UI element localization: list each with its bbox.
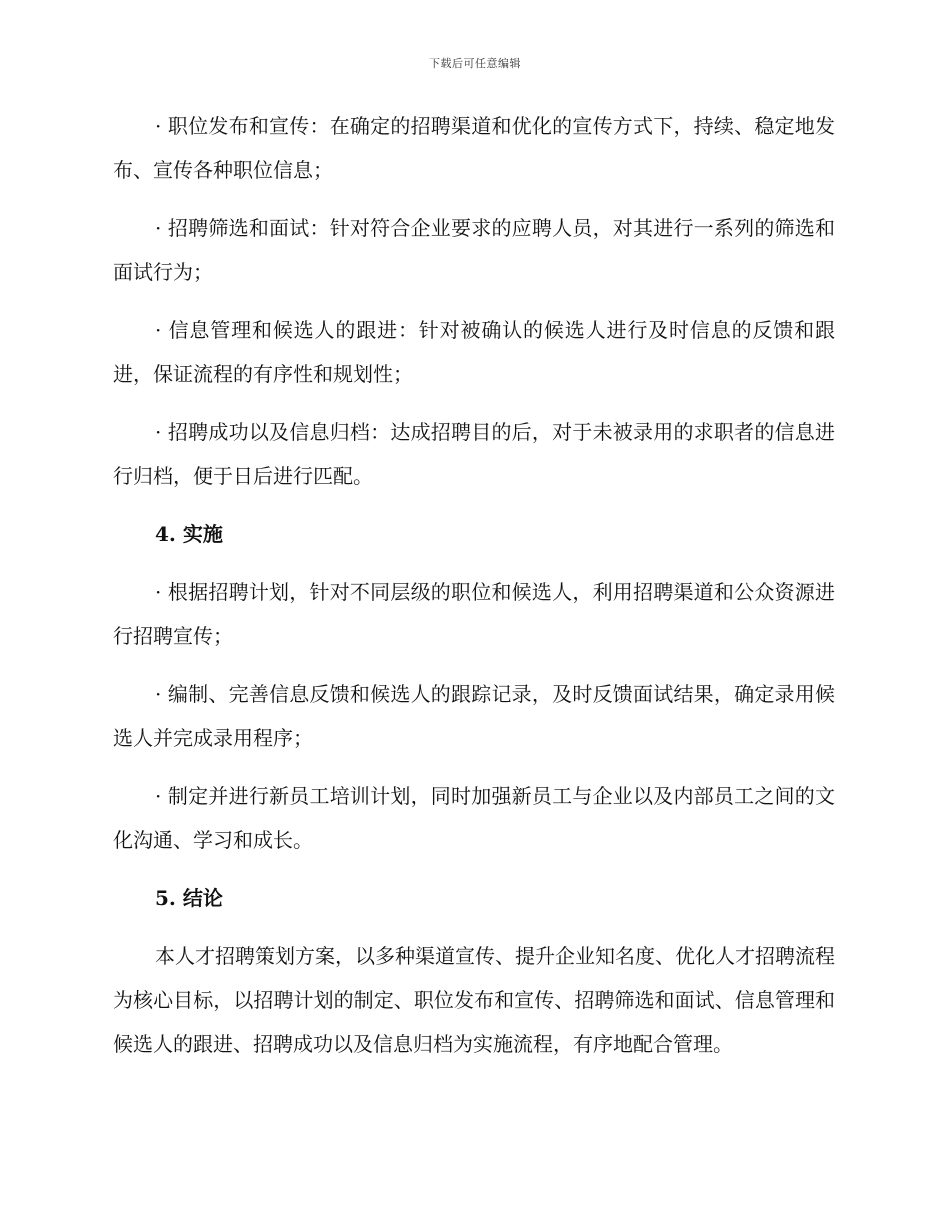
document-body (113, 104, 835, 1080)
bullet-paragraph-job-posting: · 职位发布和宣传：在确定的招聘渠道和优化的宣传方式下，持续、稳定地发布、宣传各种职位信息； (113, 114, 835, 182)
section-heading-implementation: 4. 实施 (155, 522, 223, 546)
bullet-paragraph-screening-interview: · 招聘筛选和面试：针对符合企业要求的应聘人员，对其进行一系列的筛选和面试行为； (113, 216, 835, 284)
section-heading-conclusion: 5. 结论 (155, 886, 223, 910)
bullet-paragraph-training-plan: · 制定并进行新员工培训计划，同时加强新员工与企业以及内部员工之间的文化沟通、学习和成长。 (113, 784, 835, 852)
bullet-paragraph-recruitment-promotion: · 根据招聘计划，针对不同层级的职位和候选人，利用招聘渠道和公众资源进行招聘宣传； (113, 580, 835, 648)
bullet-paragraph-info-management: · 信息管理和候选人的跟进：针对被确认的候选人进行及时信息的反馈和跟进，保证流程的有序性和规划性； (113, 318, 835, 386)
bullet-paragraph-feedback-records: · 编制、完善信息反馈和候选人的跟踪记录，及时反馈面试结果，确定录用候选人并完成录用程序； (113, 682, 835, 750)
bullet-paragraph-archiving: · 招聘成功以及信息归档：达成招聘目的后，对于未被录用的求职者的信息进行归档，便于日后进行匹配。 (113, 420, 835, 488)
page-header-note: 下载后可任意编辑 (429, 57, 521, 70)
conclusion-paragraph: 本人才招聘策划方案，以多种渠道宣传、提升企业知名度、优化人才招聘流程为核心目标，以招聘计划的制定、职位发布和宣传、招聘筛选和面试、信息管理和候选人的跟进、招聘成功以及信息归档为实施流程，有序地配合管理。 (113, 944, 835, 1056)
